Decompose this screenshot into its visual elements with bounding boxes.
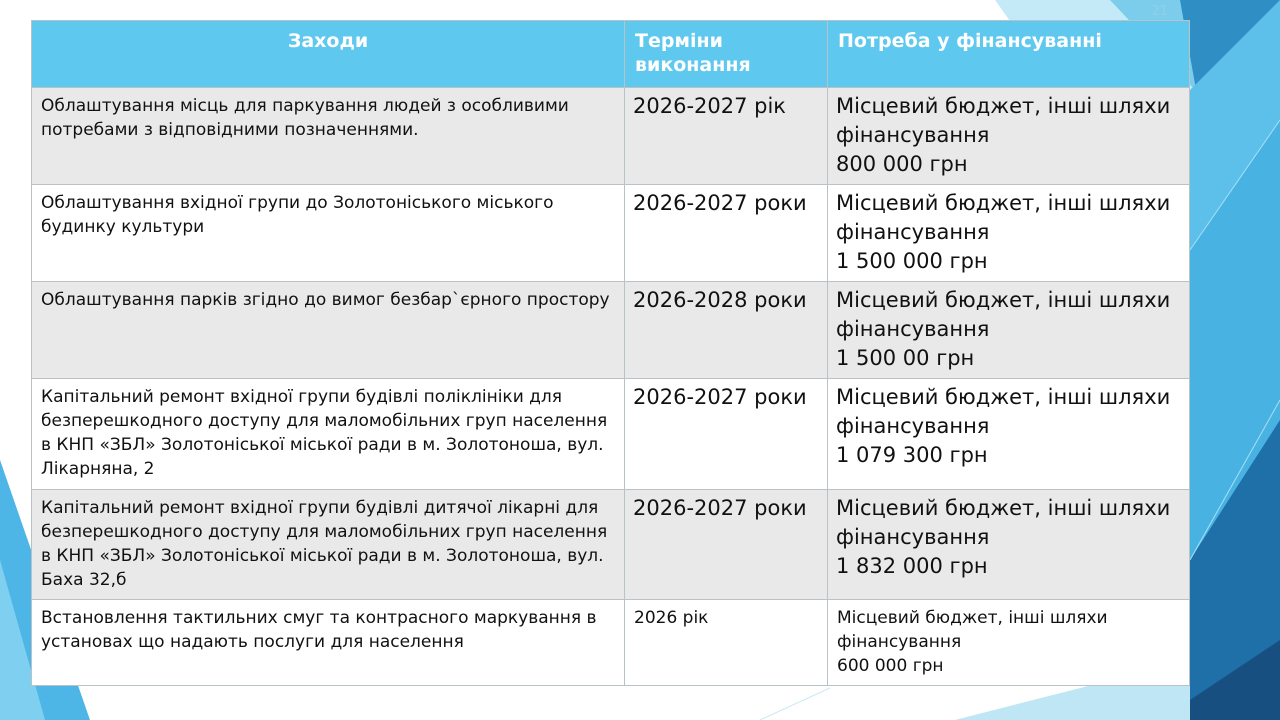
header-measures: Заходи (32, 21, 625, 88)
table-row (32, 282, 1190, 379)
measure-cell: Встановлення тактильних смуг та контрасного маркування в установах що надають послуги для населення (32, 599, 625, 685)
term-cell: 2026-2028 роки (625, 282, 828, 379)
table-row (32, 379, 1190, 489)
measure-cell: Облаштування вхідної групи до Золотоніського міського будинку культури (32, 185, 625, 282)
slide-number: 21 (1151, 4, 1168, 19)
table-row (32, 599, 1190, 685)
funding-source: Місцевий бюджет, інші шляхи фінансування (836, 94, 1171, 147)
decor-line (760, 688, 830, 720)
table-row (32, 88, 1190, 185)
funding-source: Місцевий бюджет, інші шляхи фінансування (837, 607, 1108, 652)
measures-table (31, 20, 1190, 686)
term-cell: 2026-2027 рік (625, 88, 828, 185)
funding-cell (828, 185, 1190, 282)
header-terms: Терміни виконання (625, 21, 828, 88)
funding-cell (828, 489, 1190, 599)
funding-amount: 800 000 грн (836, 152, 968, 176)
term-cell: 2026-2027 роки (625, 489, 828, 599)
header-funding: Потреба у фінансуванні (828, 21, 1190, 88)
measure-cell: Капітальний ремонт вхідної групи будівлі дитячої лікарні для безперешкодного доступу для маломобільних груп населення в КНП «ЗБЛ» Золотоніської міської ради в м. Золотоноша, вул. Баха 32,б (32, 489, 625, 599)
term-cell: 2026 рік (625, 599, 828, 685)
table-header-row (32, 21, 1190, 88)
measure-cell: Облаштування місць для паркування людей з особливими потребами з відповідними позначеннями. (32, 88, 625, 185)
funding-cell (828, 599, 1190, 685)
funding-amount: 1 500 000 грн (836, 249, 988, 274)
measure-cell: Облаштування парків згідно до вимог безбар`єрного простору (32, 282, 625, 379)
funding-source: Місцевий бюджет, інші шляхи фінансування (836, 495, 1171, 549)
funding-source: Місцевий бюджет, інші шляхи фінансування (836, 191, 1171, 245)
funding-cell (828, 379, 1190, 489)
funding-cell (828, 88, 1190, 185)
table-row (32, 489, 1190, 599)
funding-source: Місцевий бюджет, інші шляхи фінансування (836, 288, 1171, 342)
funding-cell (828, 282, 1190, 379)
funding-amount: 600 000 грн (837, 655, 944, 676)
funding-amount: 1 500 00 грн (836, 346, 975, 371)
funding-amount: 1 079 300 грн (836, 443, 988, 468)
term-cell: 2026-2027 роки (625, 185, 828, 282)
table-row (32, 185, 1190, 282)
funding-source: Місцевий бюджет, інші шляхи фінансування (836, 385, 1171, 439)
measure-cell: Капітальний ремонт вхідної групи будівлі поліклініки для безперешкодного доступу для маломобільних груп населення в КНП «ЗБЛ» Золотоніської міської ради в м. Золотоноша, вул. Лікарняна, 2 (32, 379, 625, 489)
funding-amount: 1 832 000 грн (836, 553, 988, 578)
term-cell: 2026-2027 роки (625, 379, 828, 489)
